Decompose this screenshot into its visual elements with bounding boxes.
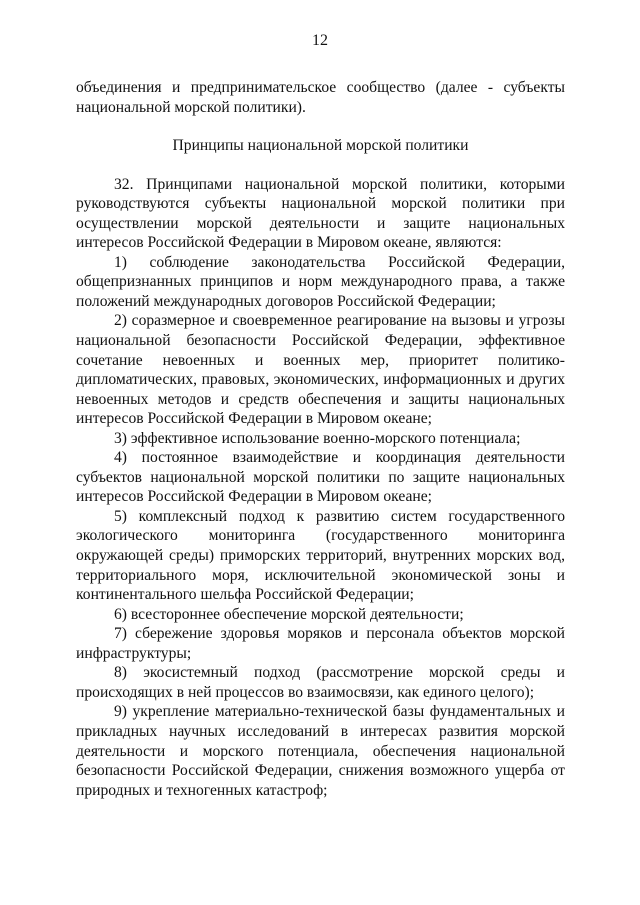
page-number: 12 — [312, 32, 328, 49]
principle-item-8: 8) экосистемный подход (рассмотрение морской среды и происходящих в ней процессов во взаимосвязи, как единого целого); — [76, 664, 565, 701]
section-heading: Принципы национальной морской политики — [172, 137, 469, 155]
principle-item-9: 9) укрепление материально-технической базы фундаментальных и прикладных научных исследований в интересах развития морской деятельности и морского потенциала, обеспечения национальной безопасности Российской Федерации, снижения возможного ущерба от природных и техногенных катастроф; — [76, 703, 565, 799]
principle-item-5: 5) комплексный подход к развитию систем государственного экологического мониторинга (государственного мониторинга окружающей среды) приморских территорий, внутренних морских вод, территориального моря, исключительной экономической зоны и континентального шельфа Российской Федерации; — [76, 507, 565, 604]
paragraph-32: 32. Принципами национальной морской политики, которыми руководствуются субъекты национальной морской политики при осуществлении морской деятельности и защите национальных интересов Российской Федерации в Мировом океане, являются: — [76, 175, 565, 252]
principle-item-2: 2) соразмерное и своевременное реагирование на вызовы и угрозы национальной безопасности Российской Федерации, эффективное сочетание невоенных и военных мер, приоритет политико-дипломатических, правовых, экономических, информационных и других невоенных методов и средств обеспечения и защиты национальных интересов Российской Федерации в Мировом океане; — [76, 312, 565, 428]
document-body — [76, 78, 565, 800]
principle-item-1: 1) соблюдение законодательства Российской Федерации, общепризнанных принципов и норм международного права, а также положений международных договоров Российской Федерации; — [76, 253, 565, 310]
principle-item-7: 7) сбережение здоровья моряков и персонала объектов морской инфраструктуры; — [76, 625, 565, 662]
intro-continuation-paragraph: объединения и предпринимательское сообщество (далее - субъекты национальной морской политики). — [76, 79, 565, 116]
principle-item-3: 3) эффективное использование военно-морского потенциала; — [114, 429, 521, 447]
principle-item-4: 4) постоянное взаимодействие и координация деятельности субъектов национальной морской политики по защите национальных интересов Российской Федерации в Мировом океане; — [76, 449, 565, 506]
principle-item-6: 6) всестороннее обеспечение морской деятельности; — [114, 605, 464, 623]
